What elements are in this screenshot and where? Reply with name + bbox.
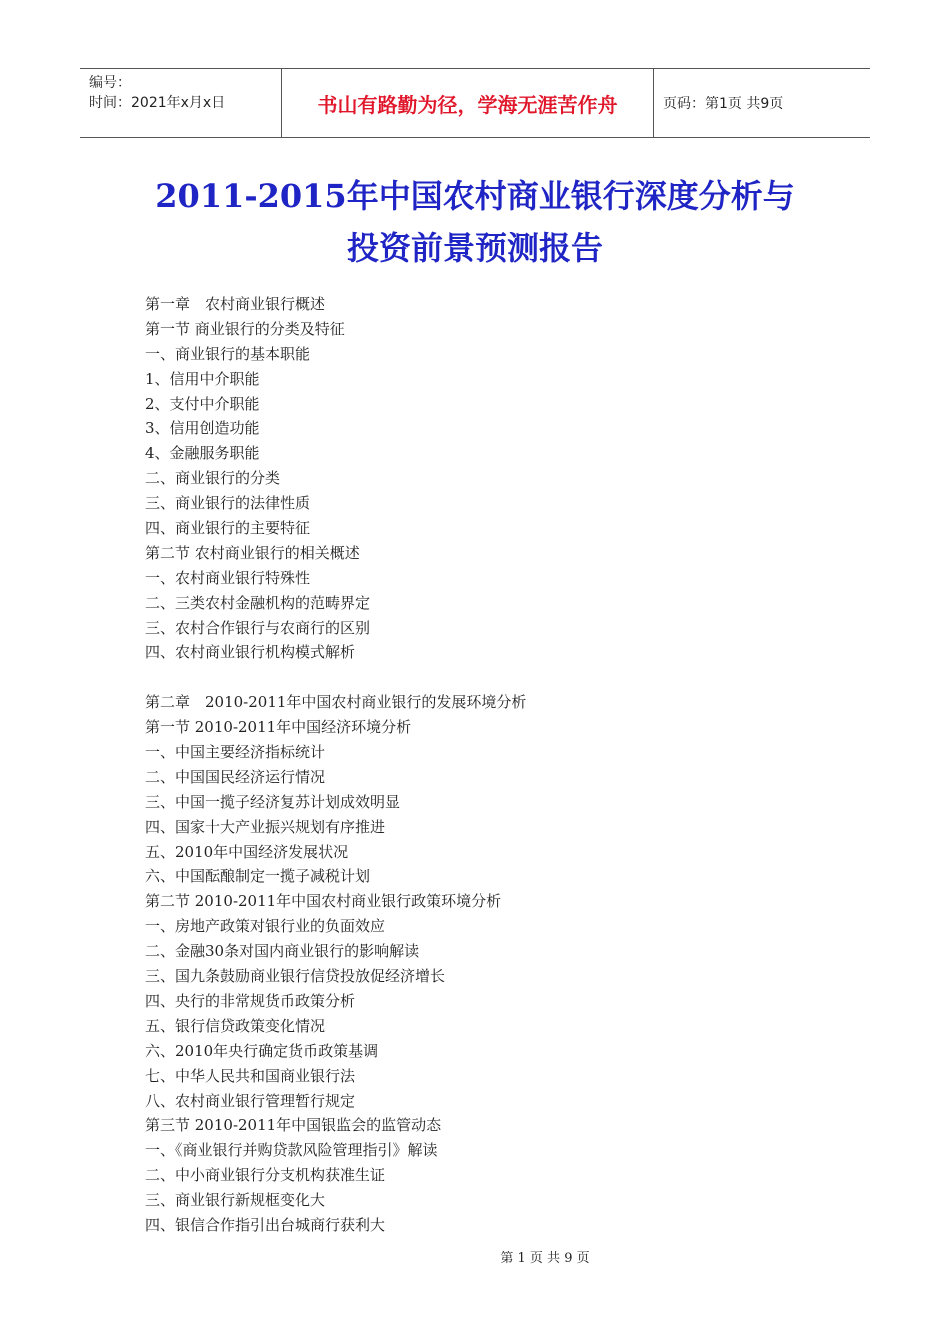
toc-entry: 3、信用创造功能 bbox=[145, 419, 260, 438]
toc-entry: 三、商业银行的法律性质 bbox=[145, 494, 311, 513]
toc-entry: 第一节 商业银行的分类及特征 bbox=[145, 319, 345, 338]
title-line-2: 投资前景预测报告 bbox=[346, 229, 603, 267]
toc-spacer bbox=[145, 665, 845, 690]
toc-entry: 第一节 2010-2011年中国经济环境分析 bbox=[145, 718, 412, 737]
toc-entry: 二、中国国民经济运行情况 bbox=[145, 767, 326, 786]
toc-entry: 二、金融30条对国内商业银行的影响解读 bbox=[145, 942, 420, 961]
toc-entry: 第三节 2010-2011年中国银监会的监管动态 bbox=[145, 1116, 442, 1135]
toc-entry: 三、中国一揽子经济复苏计划成效明显 bbox=[145, 792, 401, 811]
toc-entry: 一、商业银行的基本职能 bbox=[145, 344, 311, 363]
footer-page-number: 第 1 页 共 9 页 bbox=[500, 1251, 590, 1266]
document-number-label: 编号： bbox=[89, 75, 131, 91]
table-of-contents bbox=[145, 292, 845, 1238]
toc-entry: 二、商业银行的分类 bbox=[145, 469, 281, 488]
page-header bbox=[80, 68, 870, 138]
page-footer bbox=[0, 1247, 950, 1266]
title-line-1: 2011-2015年中国农村商业银行深度分析与 bbox=[155, 177, 795, 215]
toc-entry: 四、央行的非常规货币政策分析 bbox=[145, 991, 356, 1010]
header-motto: 书山有路勤为径，学海无涯苦作舟 bbox=[282, 69, 654, 137]
toc-entry: 第二章 2010-2011年中国农村商业银行的发展环境分析 bbox=[145, 693, 527, 712]
toc-entry: 一、农村商业银行特殊性 bbox=[145, 568, 311, 587]
document-title bbox=[100, 170, 850, 274]
header-meta bbox=[80, 69, 282, 137]
toc-entry: 四、商业银行的主要特征 bbox=[145, 519, 311, 538]
toc-entry: 一、房地产政策对银行业的负面效应 bbox=[145, 917, 386, 936]
toc-entry: 七、中华人民共和国商业银行法 bbox=[145, 1066, 356, 1085]
toc-entry: 五、银行信贷政策变化情况 bbox=[145, 1016, 326, 1035]
toc-entry: 二、中小商业银行分支机构获准生证 bbox=[145, 1166, 386, 1185]
toc-entry: 六、2010年央行确定货币政策基调 bbox=[145, 1041, 379, 1060]
toc-entry: 4、金融服务职能 bbox=[145, 444, 260, 463]
toc-entry: 五、2010年中国经济发展状况 bbox=[145, 842, 349, 861]
toc-entry: 三、农村合作银行与农商行的区别 bbox=[145, 618, 371, 637]
header-page-info: 页码：第1页 共9页 bbox=[663, 96, 784, 112]
toc-entry: 一、中国主要经济指标统计 bbox=[145, 743, 326, 762]
toc-entry: 四、农村商业银行机构模式解析 bbox=[145, 643, 356, 662]
toc-entry: 四、银信合作指引出台城商行获利大 bbox=[145, 1215, 386, 1234]
toc-entry: 1、信用中介职能 bbox=[145, 369, 260, 388]
toc-entry: 第一章 农村商业银行概述 bbox=[145, 295, 326, 313]
toc-entry: 一、《商业银行并购贷款风险管理指引》解读 bbox=[145, 1141, 438, 1160]
toc-entry: 第二节 农村商业银行的相关概述 bbox=[145, 543, 360, 562]
document-time-label: 时间：2021年x月x日 bbox=[89, 95, 226, 111]
toc-entry: 三、国九条鼓励商业银行信贷投放促经济增长 bbox=[145, 967, 446, 986]
toc-entry: 八、农村商业银行管理暂行规定 bbox=[145, 1091, 356, 1110]
toc-entry: 六、中国酝酿制定一揽子减税计划 bbox=[145, 867, 371, 886]
toc-chapter-2 bbox=[145, 690, 845, 1238]
toc-entry: 四、国家十大产业振兴规划有序推进 bbox=[145, 817, 386, 836]
toc-entry: 2、支付中介职能 bbox=[145, 394, 260, 413]
toc-entry: 三、商业银行新规框变化大 bbox=[145, 1191, 326, 1210]
toc-chapter-1 bbox=[145, 292, 845, 665]
toc-entry: 第二节 2010-2011年中国农村商业银行政策环境分析 bbox=[145, 892, 502, 911]
toc-entry: 二、三类农村金融机构的范畴界定 bbox=[145, 593, 371, 612]
